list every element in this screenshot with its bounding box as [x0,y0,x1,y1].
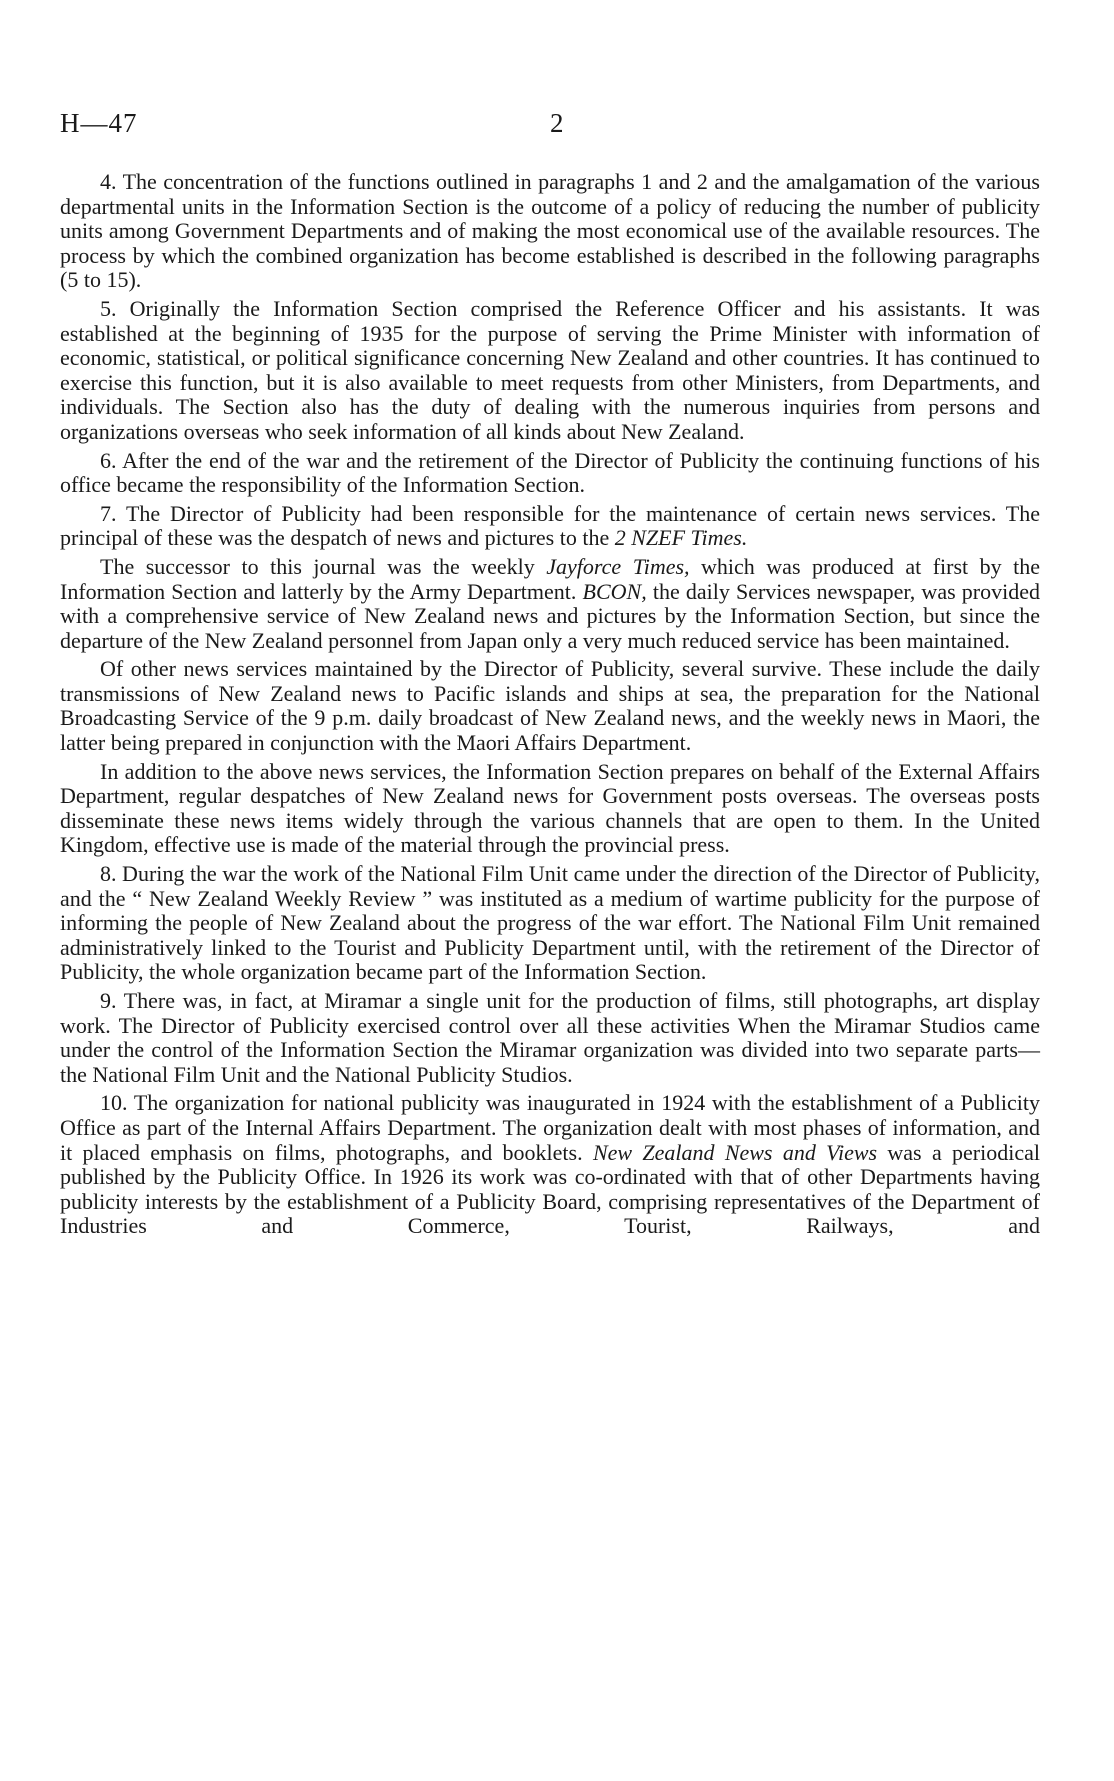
paragraph-10-text-1: 10. The organization for national publicity was inaugurated in 1924 with the establishment of a Publicity Office as part of the Internal Affairs Department. The organization dealt with most phases of information, and it placed emphasis on films, photographs, and booklets. [60,1090,1040,1165]
paragraph-6: 6. After the end of the war and the retirement of the Director of Publicity the continuing functions of his office became the responsibility of the Information Section. [60,447,1040,498]
publication-title-bcon: BCON, [582,578,647,604]
publication-title-jayforce-times: Jayforce Times, [546,553,690,579]
paragraph-5: 5. Originally the Information Section comprised the Reference Officer and his assistants. It was established at the beginning of 1935 for the purpose of serving the Prime Minister with information of economic, statistical, or political significance concerning New Zealand and other countries. It has continued to exercise this function, but it is also available to meet requests from other Ministers, from Departments, and individuals. The Section also has the duty of dealing with the numerous inquiries from persons and organizations overseas who seek information of all kinds about New Zealand. [60,295,1040,444]
paragraph-7-text: 7. The Director of Publicity had been responsible for the maintenance of certain news services. The principal of these was the despatch of news and pictures to the [60,500,1040,551]
paragraph-10-text-2: was a periodical published by the Publicity Office. In 1926 its work was co-ordinated with that of other Departments having publicity interests by the establishment of a Publicity Board, comprising representatives of the Department of Industries and Commerce, Tourist, Railways, and [60,1139,1040,1239]
page-number: 2 [550,108,564,138]
paragraph-7-successor-text-3: the daily Services newspaper, was provided with a comprehensive service of New Zealand news and pictures by the Information Section, but since the departure of the New Zealand personnel from Japan only a very much reduced service has been maintained. [60,578,1040,653]
publication-title-nz-news-and-views: New Zealand News and Views [592,1139,878,1165]
paragraph-7 [60,502,1040,551]
paragraph-7-external-affairs: In addition to the above news services, the Information Section prepares on behalf of the External Affairs Department, regular despatches of New Zealand news for Government posts overseas. The overseas posts disseminate these news items widely through the various channels that are open to them. In the United Kingdom, effective use is made of the material through the provincial press. [60,758,1040,858]
paragraph-7-successor [60,555,1040,653]
document-code: H—47 [60,108,138,138]
paragraph-7-other-services: Of other news services maintained by the Director of Publicity, several survive. These include the daily transmissions of New Zealand news to Pacific islands and ships at sea, the preparation for the National Broadcasting Service of the 9 p.m. daily broadcast of New Zealand news, and the weekly news in Maori, the latter being prepared in conjunction with the Maori Affairs Department. [60,656,1040,756]
body-text [60,170,1040,1243]
paragraph-10 [60,1091,1040,1239]
paragraph-4: 4. The concentration of the functions outlined in paragraphs 1 and 2 and the amalgamation of the various departmental units in the Information Section is the outcome of a policy of reducing the number of publicity units among Government Departments and of making the most economical use of the available resources. The process by which the combined organization has become established is described in the following paragraphs (5 to 15). [60,169,1040,293]
paragraph-7-successor-text-1: The successor to this journal was the weekly [100,553,547,579]
paragraph-9: 9. There was, in fact, at Miramar a single unit for the production of films, still photographs, art display work. The Director of Publicity exercised control over all these activities When the Miramar Studios came under the control of the Information Section the Miramar organization was divided into two separate parts—the National Film Unit and the National Publicity Studios. [60,988,1040,1087]
paragraph-7-successor-text-2: which was produced at first by the Information Section and latterly by the Army Department. [60,553,1041,604]
page-header [60,108,1050,148]
paragraph-8: 8. During the war the work of the National Film Unit came under the direction of the Director of Publicity, and the “ New Zealand Weekly Review ” was instituted as a medium of wartime publicity for the purpose of informing the people of New Zealand about the progress of the war effort. The National Film Unit remained administratively linked to the Tourist and Publicity Department until, with the retirement of the Director of Publicity, the whole organization became part of the Information Section. [60,861,1040,985]
publication-title-2nzef-times: 2 NZEF Times. [614,525,748,551]
